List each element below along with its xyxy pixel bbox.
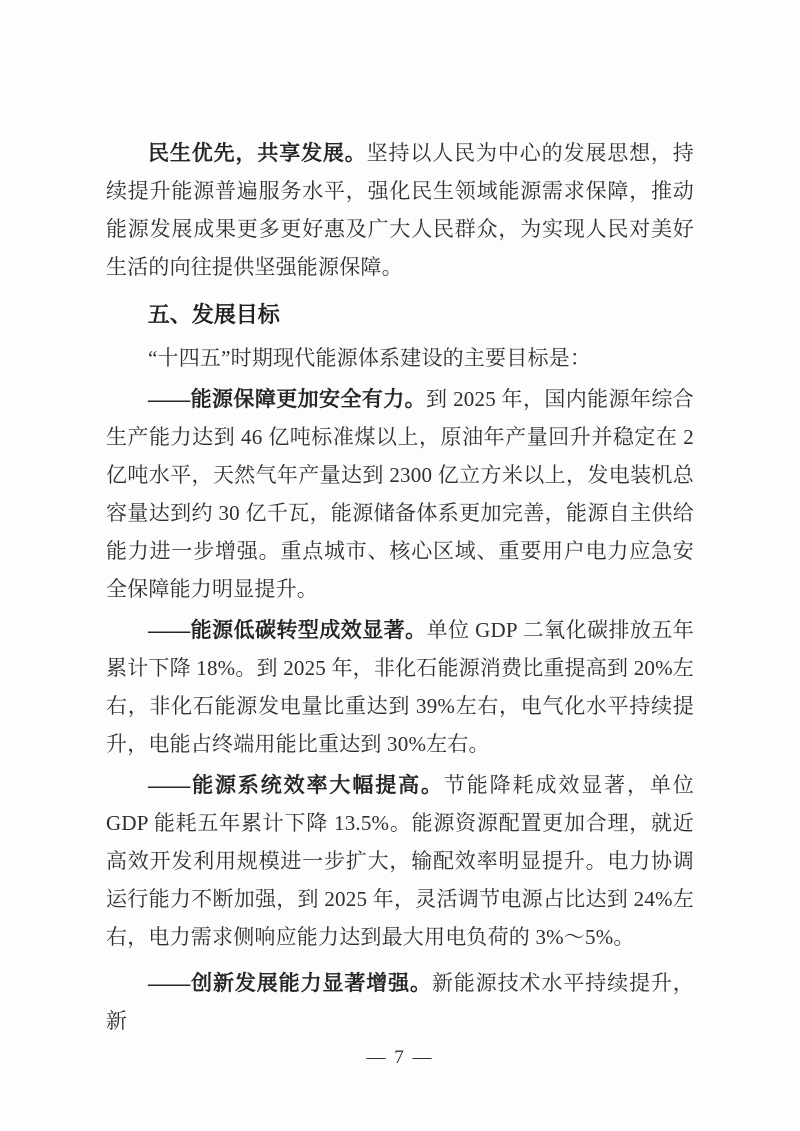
paragraph-text: “十四五”时期现代能源体系建设的主要目标是： <box>148 346 592 370</box>
paragraph <box>106 964 694 1040</box>
paragraph <box>106 766 694 956</box>
paragraph-lead: ——创新发展能力显著增强。 <box>148 971 432 995</box>
paragraph-lead: ——能源保障更加安全有力。 <box>148 387 427 411</box>
paragraph-text: 新能源技术水平持续提升，新 <box>106 971 694 1033</box>
paragraph-text: 单位 GDP 二氧化碳排放五年累计下降 18%。到 2025 年，非化石能源消费比重提高到 20%左右，非化石能源发电量比重达到 39%左右，电气化水平持续提升，电能占终端用能比重达到 30%左右。 <box>106 618 694 756</box>
paragraph-lead: ——能源低碳转型成效显著。 <box>148 618 427 642</box>
paragraph <box>106 380 694 608</box>
page-number: — 7 — <box>366 1047 434 1068</box>
paragraph-text: 节能降耗成效显著，单位 GDP 能耗五年累计下降 13.5%。能源资源配置更加合理，就近高效开发利用规模进一步扩大，输配效率明显提升。电力协调运行能力不断加强，到 2025 年，灵活调节电源占比达到 24%左右，电力需求侧响应能力达到最大用电负荷的 3%～5%。 <box>106 773 694 949</box>
paragraph-text: 坚持以人民为中心的发展思想，持续提升能源普遍服务水平，强化民生领域能源需求保障，推动能源发展成果更多更好惠及广大人民群众，为实现人民对美好生活的向往提供坚强能源保障。 <box>106 141 695 279</box>
paragraph-lead: ——能源系统效率大幅提高。 <box>148 773 444 797</box>
paragraph-text: 到 2025 年，国内能源年综合生产能力达到 46 亿吨标准煤以上，原油年产量回升并稳定在 2 亿吨水平，天然气年产量达到 2300 亿立方米以上，发电装机总容量达到约 30 亿千瓦，能源储备体系更加完善，能源自主供给能力进一步增强。重点城市、核心区域、重要用户电力应急安全保障能力明显提升。 <box>106 387 694 601</box>
paragraph <box>106 339 694 377</box>
paragraph <box>106 611 694 763</box>
paragraph-lead: 民生优先，共享发展。 <box>148 141 367 165</box>
section-heading: 五、发展目标 <box>147 302 280 327</box>
paragraph <box>106 134 694 286</box>
